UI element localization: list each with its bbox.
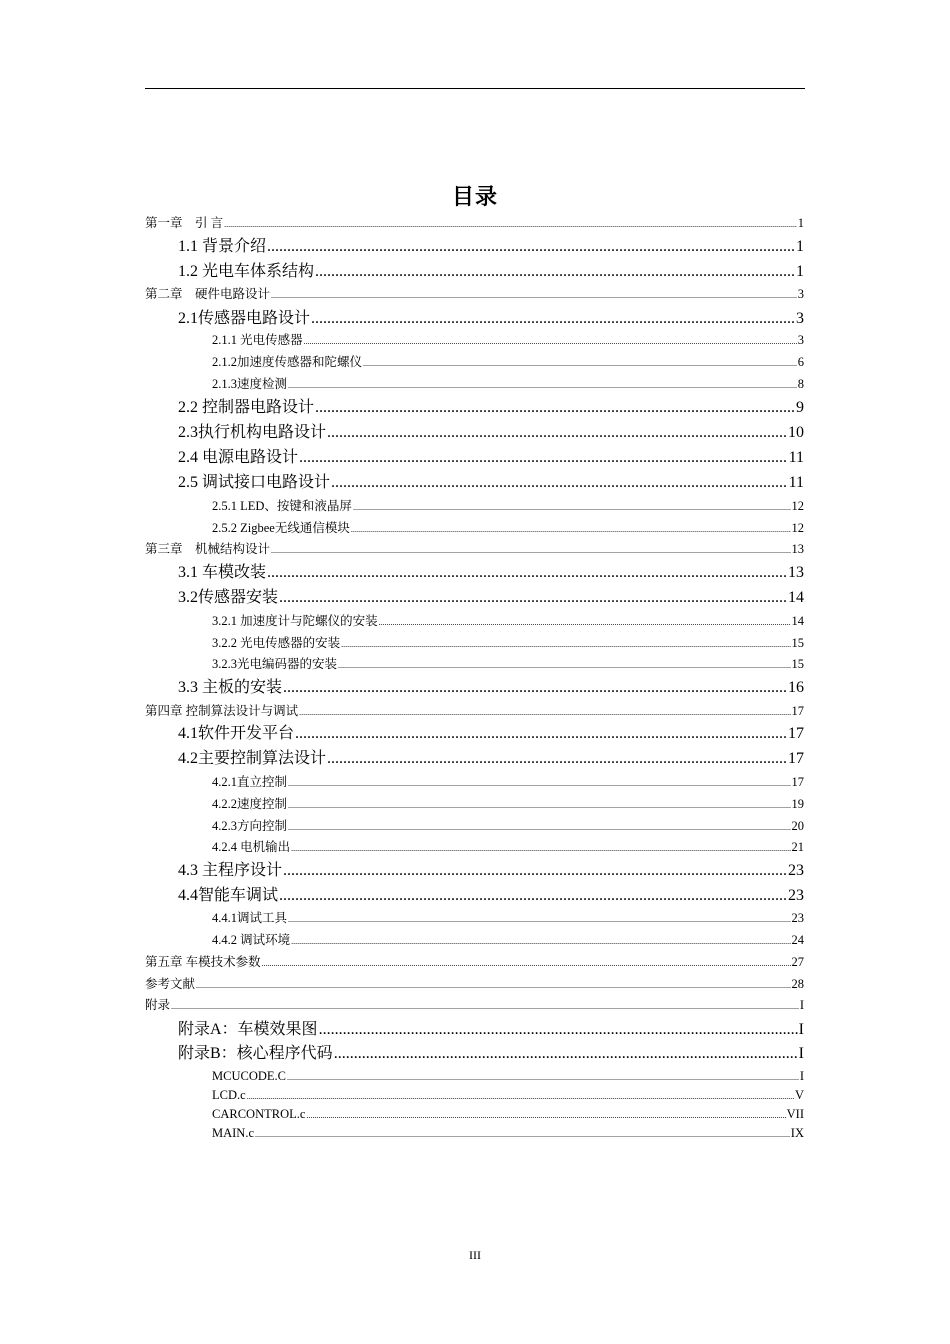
toc-entry[interactable]: 参考文献 ..... 28 xyxy=(145,975,804,995)
toc-entry[interactable]: 1.2 光电车体系结构 ..... 1 xyxy=(178,261,804,283)
dot-leader xyxy=(288,775,790,793)
dot-leader xyxy=(287,1069,799,1087)
toc-entry[interactable]: 4.1软件开发平台 ..... 17 xyxy=(178,723,804,745)
toc-entry[interactable]: 3.1 车模改装 ..... 13 xyxy=(178,562,804,584)
toc-entry[interactable]: 4.2.1直立控制 ..... 17 xyxy=(212,773,804,793)
dot-leader xyxy=(315,397,795,419)
toc-entry[interactable]: 3.2.3光电编码器的安装 ..... 15 xyxy=(212,655,804,675)
toc-entry[interactable]: 第三章 机械结构设计 ..... 13 xyxy=(145,540,804,560)
toc-entry[interactable]: 4.2.4 电机输出 ..... 21 xyxy=(212,838,804,858)
toc-entry[interactable]: 第五章 车模技术参数 ..... 27 xyxy=(145,953,804,973)
dot-leader xyxy=(262,955,791,973)
toc-entry[interactable]: 3.2.1 加速度计与陀螺仪的安装 ..... 14 xyxy=(212,612,804,632)
dot-leader xyxy=(299,447,788,469)
toc-entry[interactable]: CARCONTROL.c ..... VII xyxy=(212,1105,804,1125)
toc-entry[interactable]: 第二章 硬件电路设计 ..... 3 xyxy=(145,285,804,305)
toc-entry[interactable]: 2.1传感器电路设计 ..... 3 xyxy=(178,308,804,330)
toc-entry[interactable]: 附录B：核心程序代码 ..... I xyxy=(178,1043,804,1065)
dot-leader xyxy=(279,587,787,609)
dot-leader xyxy=(288,797,790,815)
toc-entry[interactable]: 1.1 背景介绍 ..... 1 xyxy=(178,236,804,258)
dot-leader xyxy=(304,333,797,351)
dot-leader xyxy=(299,704,790,722)
dot-leader xyxy=(267,562,787,584)
toc-entry[interactable]: 2.5.1 LED、按键和液晶屏 ..... 12 xyxy=(212,497,804,517)
dot-leader xyxy=(327,748,787,770)
dot-leader xyxy=(327,422,787,444)
dot-leader xyxy=(295,723,787,745)
dot-leader xyxy=(196,977,790,995)
toc-entry[interactable]: 第四章 控制算法设计与调试 ..... 17 xyxy=(145,702,804,722)
toc-entry[interactable]: 4.4.2 调试环境 ..... 24 xyxy=(212,931,804,951)
toc-entry[interactable]: 2.1.3速度检测 ..... 8 xyxy=(212,375,804,395)
dot-leader xyxy=(331,472,788,494)
dot-leader xyxy=(379,614,791,632)
toc-entry[interactable]: 附录 ..... I xyxy=(145,996,804,1016)
dot-leader xyxy=(353,499,791,517)
toc-entry[interactable]: 4.4智能车调试 ..... 23 xyxy=(178,885,804,907)
dot-leader xyxy=(247,1088,794,1106)
toc-entry[interactable]: 2.5 调试接口电路设计 ..... 11 xyxy=(178,472,804,494)
toc-entry[interactable]: 3.3 主板的安装 ..... 16 xyxy=(178,677,804,699)
dot-leader xyxy=(291,840,790,858)
toc-entry[interactable]: 4.2主要控制算法设计 ..... 17 xyxy=(178,748,804,770)
dot-leader xyxy=(283,677,787,699)
dot-leader xyxy=(334,1043,798,1065)
dot-leader xyxy=(363,355,797,373)
dot-leader xyxy=(311,308,795,330)
dot-leader xyxy=(283,860,787,882)
toc-entry[interactable]: 4.3 主程序设计 ..... 23 xyxy=(178,860,804,882)
toc-entry[interactable]: 4.2.3方向控制 ..... 20 xyxy=(212,817,804,837)
toc-entry[interactable]: LCD.c ..... V xyxy=(212,1086,804,1106)
dot-leader xyxy=(171,998,799,1016)
dot-leader xyxy=(338,657,790,675)
page-number: III xyxy=(469,1248,481,1262)
toc-entry[interactable]: 2.5.2 Zigbee无线通信模块 ..... 12 xyxy=(212,519,804,539)
toc-entry[interactable]: MCUCODE.C ..... I xyxy=(212,1067,804,1087)
dot-leader xyxy=(315,261,795,283)
toc-entry[interactable]: 2.1.2加速度传感器和陀螺仪 ..... 6 xyxy=(212,353,804,373)
toc-entry[interactable]: 4.2.2速度控制 ..... 19 xyxy=(212,795,804,815)
dot-leader xyxy=(267,236,795,258)
dot-leader xyxy=(224,216,797,234)
dot-leader xyxy=(279,885,787,907)
dot-leader xyxy=(319,1019,798,1041)
dot-leader xyxy=(288,911,790,929)
toc-entry[interactable]: 2.2 控制器电路设计 ..... 9 xyxy=(178,397,804,419)
dot-leader xyxy=(291,933,790,951)
toc-entry[interactable]: 第一章 引 言 ..... 1 xyxy=(145,214,804,234)
toc-entry[interactable]: 3.2.2 光电传感器的安装 ..... 15 xyxy=(212,634,804,654)
dot-leader xyxy=(271,542,790,560)
toc-entry[interactable]: 附录A：车模效果图 ..... I xyxy=(178,1019,804,1041)
page-title: 目录 xyxy=(451,185,498,210)
dot-leader xyxy=(255,1126,790,1144)
toc-entry[interactable]: 2.1.1 光电传感器 ..... 3 xyxy=(212,331,804,351)
toc-entry[interactable]: MAIN.c ..... IX xyxy=(212,1124,804,1144)
toc-entry[interactable]: 3.2传感器安装 ..... 14 xyxy=(178,587,804,609)
dot-leader xyxy=(288,377,797,395)
dot-leader xyxy=(306,1107,785,1125)
dot-leader xyxy=(351,521,791,539)
toc-entry[interactable]: 2.4 电源电路设计 ..... 11 xyxy=(178,447,804,469)
dot-leader xyxy=(341,636,790,654)
toc-entry[interactable]: 4.4.1调试工具 ..... 23 xyxy=(212,909,804,929)
toc-entry[interactable]: 2.3执行机构电路设计 ..... 10 xyxy=(178,422,804,444)
dot-leader xyxy=(271,287,797,305)
dot-leader xyxy=(288,819,790,837)
